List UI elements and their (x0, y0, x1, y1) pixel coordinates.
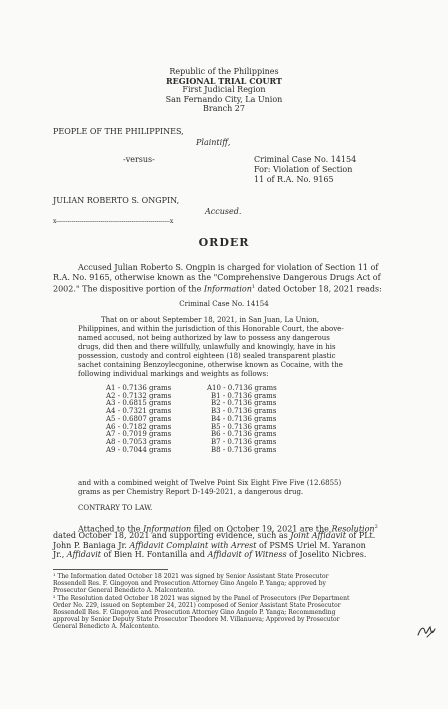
markings-right-column (207, 385, 277, 454)
accused-role: Accused. (205, 207, 242, 216)
information-term: Information (203, 284, 252, 294)
quote-line-6: sachet containing Benzoylecgonine, otherwise known as Cocaine, with the (78, 361, 343, 369)
footnote-separator (53, 569, 168, 570)
attached-line-4: Jr., Affidavit of Bien H. Fontanilla and Affidavit of Witness of Joselito Nicbres. (53, 550, 367, 559)
footnote-2-line-5: General Benedicto A. Malcontento. (53, 623, 160, 630)
combined-weight-line-1: and with a combined weight of Twelve Point Six Eight Five Five (12.6855) (78, 479, 342, 487)
marking-item: B1 - 0.7136 grams (211, 391, 277, 400)
order-title: ORDER (198, 236, 250, 249)
handwritten-initials (415, 623, 437, 639)
quote-line-4: drugs, did then and there willfully, unlawfully and knowingly, have in his (78, 343, 336, 351)
quote-line-5: possession, custody and control eighteen (18) sealed transparent plastic (78, 352, 336, 360)
marking-item: A10 - 0.7136 grams (207, 384, 277, 392)
marking-item: B4 - 0.7136 grams (211, 414, 277, 423)
footnote-ref-2: 2 (374, 524, 378, 530)
attached-line-1: Attached to the Information filed on October 19, 2021 are the Resolution$^2$ (78, 524, 378, 534)
republic-line: Republic of the Philippines (169, 67, 279, 76)
footnote-2-line-3: Rossendell Res. F. Gingoyon and Prosecution Attorney Gino Angelo P. Yanga; Recommending (53, 609, 336, 616)
attached-line-2: dated October 18, 2021 and supporting evidence, such as Joint Affidavit of PLt. (53, 531, 376, 540)
offense-line-1: For: Violation of Section (254, 165, 353, 174)
marking-item: A6 - 0.7182 grams (106, 422, 172, 431)
court-city: San Fernando City, La Union (165, 95, 283, 104)
intro-line-3: 2002." The dispositive portion of the Information$^1$ dated October 18, 2021 reads: (53, 284, 382, 294)
quote-line-7: following individual markings and weights as follows: (78, 370, 269, 378)
marking-item: B8 - 0.7136 grams (211, 445, 277, 454)
quote-line-3: named accused, not being authorized by law to possess any dangerous (78, 334, 330, 342)
footnote-2-line-4: approval by Senior Deputy State Prosecutor Theodore M. Villanueva; Approved by Prosecutor (53, 616, 340, 623)
offense-line-2: 11 of R.A. No. 9165 (254, 175, 334, 184)
judicial-region: First Judicial Region (182, 85, 266, 94)
plaintiff-name: PEOPLE OF THE PHILIPPINES, (53, 127, 184, 136)
marking-item: B5 - 0.7136 grams (211, 422, 277, 431)
markings-left-column (106, 385, 171, 454)
footnote-1-line-2: Rossendell Res. F. Gingoyon and Prosecution Attorney Gino Angelo P. Yanga; approved by (53, 580, 326, 587)
intro-line-2: R.A. No. 9165, otherwise known as the "Comprehensive Dangerous Drugs Act of (53, 273, 381, 282)
court-branch: Branch 27 (203, 104, 245, 113)
marking-item: A8 - 0.7053 grams (106, 437, 172, 446)
attached-line-3: John P. Baniaga Jr. Affidavit Complaint with Arrest of PSMS Uriel M. Yaranon (53, 541, 366, 550)
quote-line-2: Philippines, and within the jurisdiction of this Honorable Court, the above- (78, 325, 344, 333)
footnote-2-line-2: Order No. 229, issued on September 24, 2021) composed of Senior Assistant State Prosecutor (53, 602, 341, 609)
intro-line-1: Accused Julian Roberto S. Ongpin is charged for violation of Section 11 of (78, 263, 379, 272)
marking-item: A1 - 0.7136 grams (106, 384, 172, 392)
contrary-to-law: CONTRARY TO LAW. (78, 504, 153, 512)
versus-label: -versus- (123, 155, 155, 164)
caption-divider: x-----------------------------------------------------------x (53, 218, 174, 225)
combined-weight-line-2: grams as per Chemistry Report D-149-2021, a dangerous drug. (78, 488, 304, 496)
quote-case-number: Criminal Case No. 14154 (179, 300, 269, 308)
marking-item: B2 - 0.7136 grams (211, 399, 277, 408)
marking-item: A4 - 0.7321 grams (106, 407, 172, 416)
marking-item: B3 - 0.7136 grams (211, 407, 277, 416)
marking-item: A7 - 0.7019 grams (106, 430, 172, 439)
plaintiff-role: Plaintiff, (196, 138, 231, 147)
quote-line-1: That on or about September 18, 2021, in San Juan, La Union, (101, 316, 320, 324)
footnote-ref-1: 1 (251, 284, 256, 290)
marking-item: B7 - 0.7136 grams (211, 437, 277, 446)
marking-item: A2 - 0.7132 grams (106, 391, 172, 400)
footnote-1-line-1: ¹ The Information dated October 18 2021 was signed by Senior Assistant State Prosecutor (53, 573, 329, 580)
marking-item: A5 - 0.6807 grams (106, 414, 172, 423)
marking-item: A3 - 0.6815 grams (106, 399, 172, 408)
footnote-2-line-1: ² The Resolution dated October 18 2021 was signed by the Panel of Prosecutors (Per Department (53, 595, 350, 602)
marking-item: A9 - 0.7044 grams (106, 445, 172, 454)
footnote-1-line-3: Prosecutor General Benedicto A. Malcontento. (53, 587, 195, 594)
accused-name: JULIAN ROBERTO S. ONGPIN, (53, 196, 180, 205)
court-name: REGIONAL TRIAL COURT (166, 76, 282, 86)
marking-item: B6 - 0.7136 grams (211, 430, 277, 439)
case-number: Criminal Case No. 14154 (254, 155, 357, 164)
